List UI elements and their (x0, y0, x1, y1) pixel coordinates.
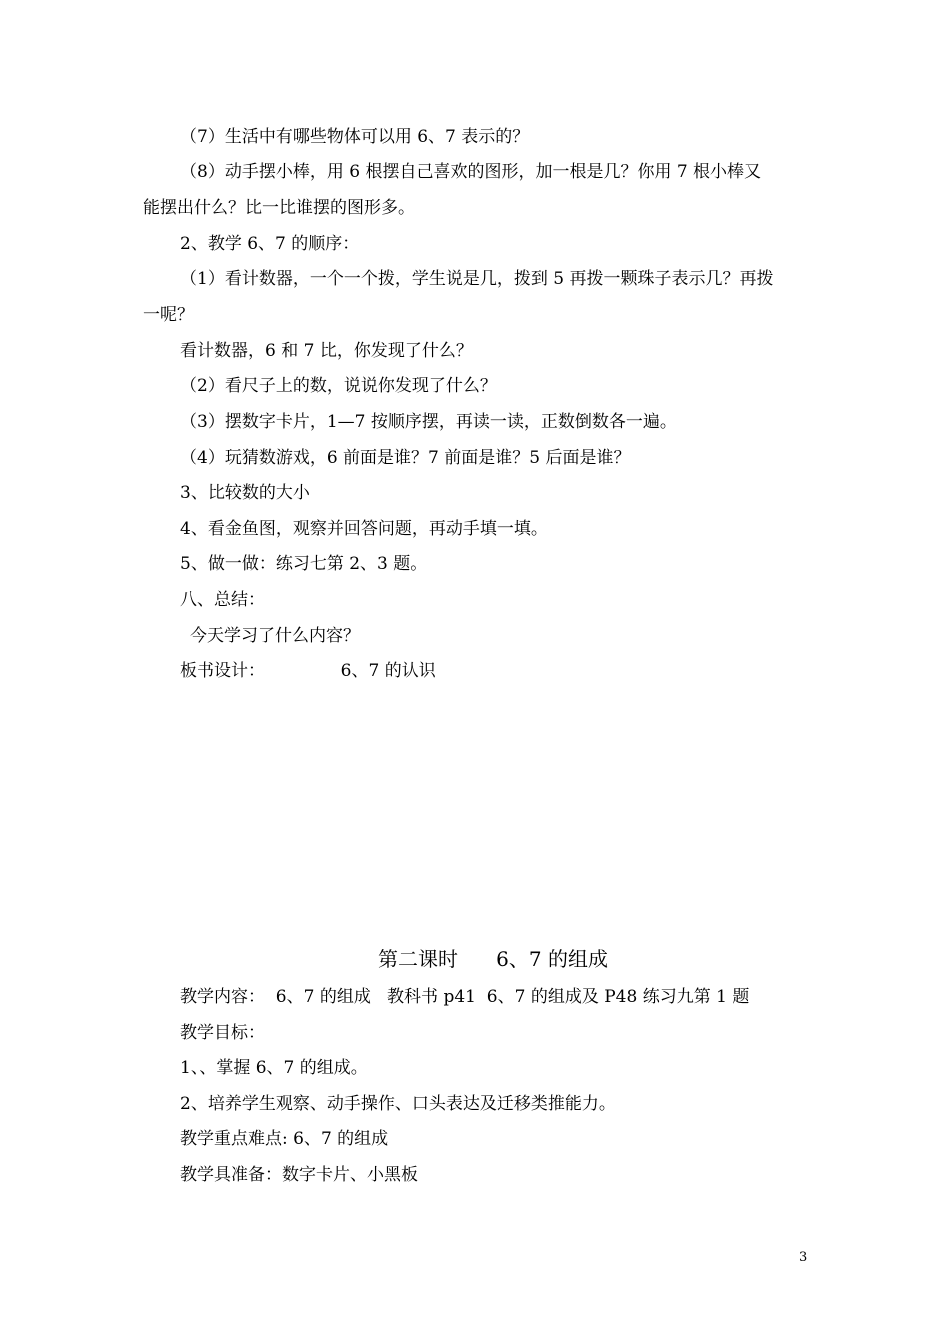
text-line: 2、教学 6、7 的顺序： (180, 234, 360, 254)
text-line: 一呢？ (143, 305, 194, 325)
text-line: （3）摆数字卡片，1—7 按顺序摆，再读一读，正数倒数各一遍。 (180, 412, 677, 432)
text-line: 4、看金鱼图，观察并回答问题，再动手填一填。 (180, 519, 548, 539)
page-number: 3 (799, 1250, 808, 1265)
text-line: （2）看尺子上的数，说说你发现了什么？ (180, 376, 497, 396)
text-line: 5、做一做：练习七第 2、3 题。 (180, 554, 428, 574)
text-line: （1）看计数器，一个一个拨，学生说是几，拨到 5 再拨一颗珠子表示几？再拨 (180, 269, 774, 289)
text-line: 八、总结： (180, 590, 265, 610)
text-line: （4）玩猜数游戏，6 前面是谁？7 前面是谁？5 后面是谁？ (180, 448, 631, 468)
text-line: 教学具准备：数字卡片、小黑板 (180, 1165, 418, 1185)
text-line: 能摆出什么？比一比谁摆的图形多。 (143, 198, 415, 218)
text-line: 2、培养学生观察、动手操作、口头表达及迁移类推能力。 (180, 1094, 616, 1114)
board-design-line: 板书设计： 6、7 的认识 (180, 661, 436, 681)
text-line: 教学重点难点: 6、7 的组成 (180, 1129, 389, 1149)
text-line: （8）动手摆小棒，用 6 根摆自己喜欢的图形，加一根是几？你用 7 根小棒又 (180, 162, 762, 182)
text-line: 1、、掌握 6、7 的组成。 (180, 1058, 368, 1078)
text-line: 教学内容： 6、7 的组成 教科书 p41 6、7 的组成及 P48 练习九第 1 题 (180, 987, 750, 1007)
section-title: 第二课时 6、7 的组成 (378, 947, 608, 971)
text-line: 3、比较数的大小 (180, 483, 310, 503)
text-line: （7）生活中有哪些物体可以用 6、7 表示的？ (180, 127, 530, 147)
text-line: 今天学习了什么内容？ (190, 626, 360, 646)
text-line: 看计数器，6 和 7 比，你发现了什么？ (180, 341, 473, 361)
text-line: 教学目标： (180, 1023, 265, 1043)
